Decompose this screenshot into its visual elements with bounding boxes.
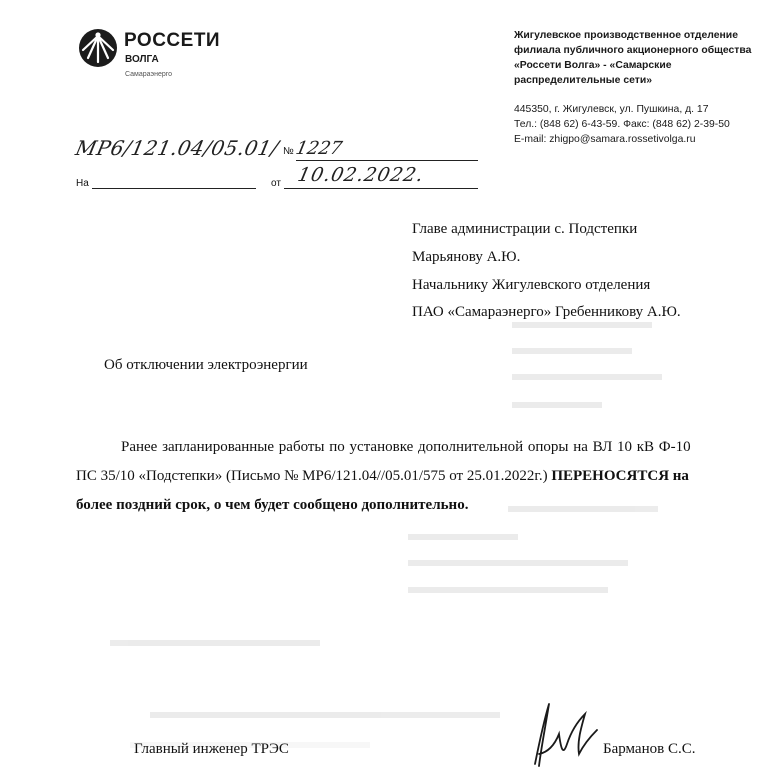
date-underline: [284, 188, 478, 189]
recipient-line: ПАО «Самараэнерго» Гребенникову А.Ю.: [412, 304, 681, 320]
org-email: E-mail: zhigpo@samara.rossetivolga.ru: [514, 134, 696, 145]
body-line-1: Ранее запланированные работы по установке дополнительной опоры на ВЛ 10 кВ Ф-10: [121, 439, 691, 455]
number-label: №: [283, 146, 294, 157]
date-handwritten: 10.02.2022.: [295, 164, 427, 186]
recipient-line: Марьянову А.Ю.: [412, 249, 521, 265]
letter-subject: Об отключении электроэнергии: [104, 357, 308, 373]
handwritten-signature: [515, 694, 605, 774]
recipient-line: Главе администрации с. Подстепки: [412, 221, 638, 237]
na-underline: [92, 188, 256, 189]
logo-subtitle: ВОЛГА: [125, 54, 159, 65]
ot-label: от: [271, 178, 281, 189]
logo-title: РОССЕТИ: [124, 30, 221, 51]
body-line-2-emphasis: ПЕРЕНОСЯТСЯ на: [551, 468, 689, 484]
org-line: «Россети Волга» - «Самарские: [514, 60, 672, 71]
rosseti-logo-icon: [78, 28, 118, 68]
org-line: Жигулевское производственное отделение: [514, 30, 738, 41]
body-line-3: более поздний срок, о чем будет сообщено дополнительно.: [76, 497, 469, 513]
signatory-position: Главный инженер ТРЭС: [134, 741, 289, 757]
org-phone: Тел.: (848 62) 6-43-59. Факс: (848 62) 2-39-50: [514, 119, 730, 130]
signatory-name: Барманов С.С.: [603, 741, 696, 757]
organization-name: [514, 28, 754, 88]
organization-contacts: [514, 102, 764, 147]
org-line: распределительные сети»: [514, 75, 653, 86]
registration-number-value: 1227: [293, 138, 345, 159]
org-line: филиала публичного акционерного общества: [514, 45, 752, 56]
logo-subtitle-small: Самараэнерго: [125, 71, 173, 78]
body-line-2: [76, 468, 689, 485]
na-label: На: [76, 178, 89, 189]
recipient-line: Начальнику Жигулевского отделения: [412, 277, 651, 293]
registration-number-handwritten: МР6/121.04/05.01/: [73, 136, 282, 160]
number-underline: [296, 160, 478, 161]
org-address: 445350, г. Жигулевск, ул. Пушкина, д. 17: [514, 104, 709, 115]
body-line-2-text: ПС 35/10 «Подстепки» (Письмо № МР6/121.04//05.01/575 от 25.01.2022г.): [76, 468, 548, 484]
